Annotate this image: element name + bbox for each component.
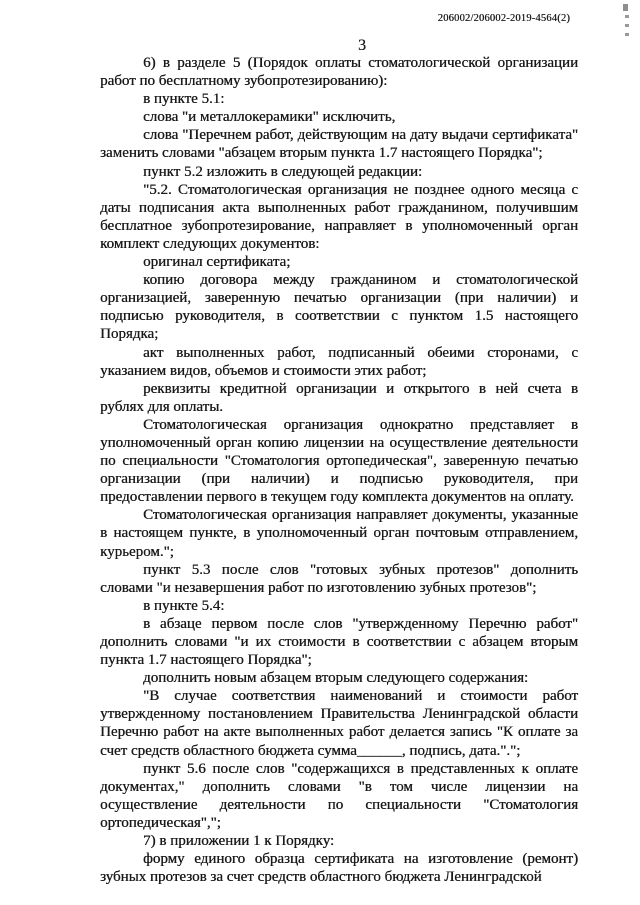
scan-speck [625,15,629,18]
document-registration-number: 206002/206002-2019-4564(2) [437,13,570,24]
paragraph: слова "и металлокерамики" исключить, [143,109,396,126]
paragraph: "В случае соответствия наименований и стоимости работ утвержденному постановлением Правительства Ленинградской области Перечню работ на акте выполненных работ делается запись "К оплате за счет средств областного бюджета сумма______, подпись, дата."."; [100,688,578,759]
paragraph: пункт 5.2 изложить в следующей редакции: [143,163,423,180]
paragraph: "5.2. Стоматологическая организация не позднее одного месяца с даты подписания акта выполненных работ гражданином, получившим бесплатное зубопротезирование, направляет в уполномоченный орган комплект следующих документов: [100,181,578,252]
paragraph: Стоматологическая организация направляет документы, указанные в настоящем пункте, в уполномоченный орган почтовым отправлением, курьером."; [100,507,578,560]
paragraph: 7) в приложении 1 к Порядку: [143,833,335,850]
paragraph: пункт 5.3 после слов "готовых зубных протезов" дополнить словами "и незавершения работ по изготовлению зубных протезов"; [100,561,578,596]
paragraph: в пункте 5.4: [143,597,225,614]
paragraph: оригинал сертификата; [143,254,291,271]
paragraph: пункт 5.6 после слов "содержащихся в представленных к оплате документах," дополнить словами "в том числе лицензии на осуществление деятельности по специальности "Стоматология ортопедическая","; [100,760,578,831]
scan-speck [625,33,629,36]
document-text-body [100,54,578,886]
scan-speck [623,4,628,11]
page-number: 3 [358,37,366,54]
paragraph: копию договора между гражданином и стоматологической организацией, заверенную печатью организации (при наличии) и подписью руководителя, в соответствии с пунктом 1.5 настоящего Порядка; [100,272,578,343]
paragraph: реквизиты кредитной организации и открытого в ней счета в рублях для оплаты. [100,380,578,415]
paragraph: 6) в разделе 5 (Порядок оплаты стоматологической организации работ по бесплатному зубопротезированию): [100,55,578,90]
paragraph: акт выполненных работ, подписанный обеими сторонами, с указанием видов, объемов и стоимости этих работ; [100,344,578,379]
paragraph: в пункте 5.1: [143,91,225,108]
paragraph: форму единого образца сертификата на изготовление (ремонт) зубных протезов за счет средств областного бюджета Ленинградской [100,851,578,886]
paragraph: дополнить новым абзацем вторым следующего содержания: [143,670,529,687]
paragraph: слова "Перечнем работ, действующим на дату выдачи сертификата" заменить словами "абзацем вторым пункта 1.7 настоящего Порядка"; [100,127,578,162]
scan-speck [625,24,629,27]
paragraph: Стоматологическая организация однократно представляет в уполномоченный орган копию лицензии на осуществление деятельности по специальности "Стоматология ортопедическая", заверенную печатью организации (при наличии) и подписью руководителя, при предоставлении первого в текущем году комплекта документов на оплату. [100,416,578,506]
paragraph: в абзаце первом после слов "утвержденному Перечню работ" дополнить словами "и их стоимости в соответствии с абзацем вторым пункта 1.7 настоящего Порядка"; [100,615,578,669]
